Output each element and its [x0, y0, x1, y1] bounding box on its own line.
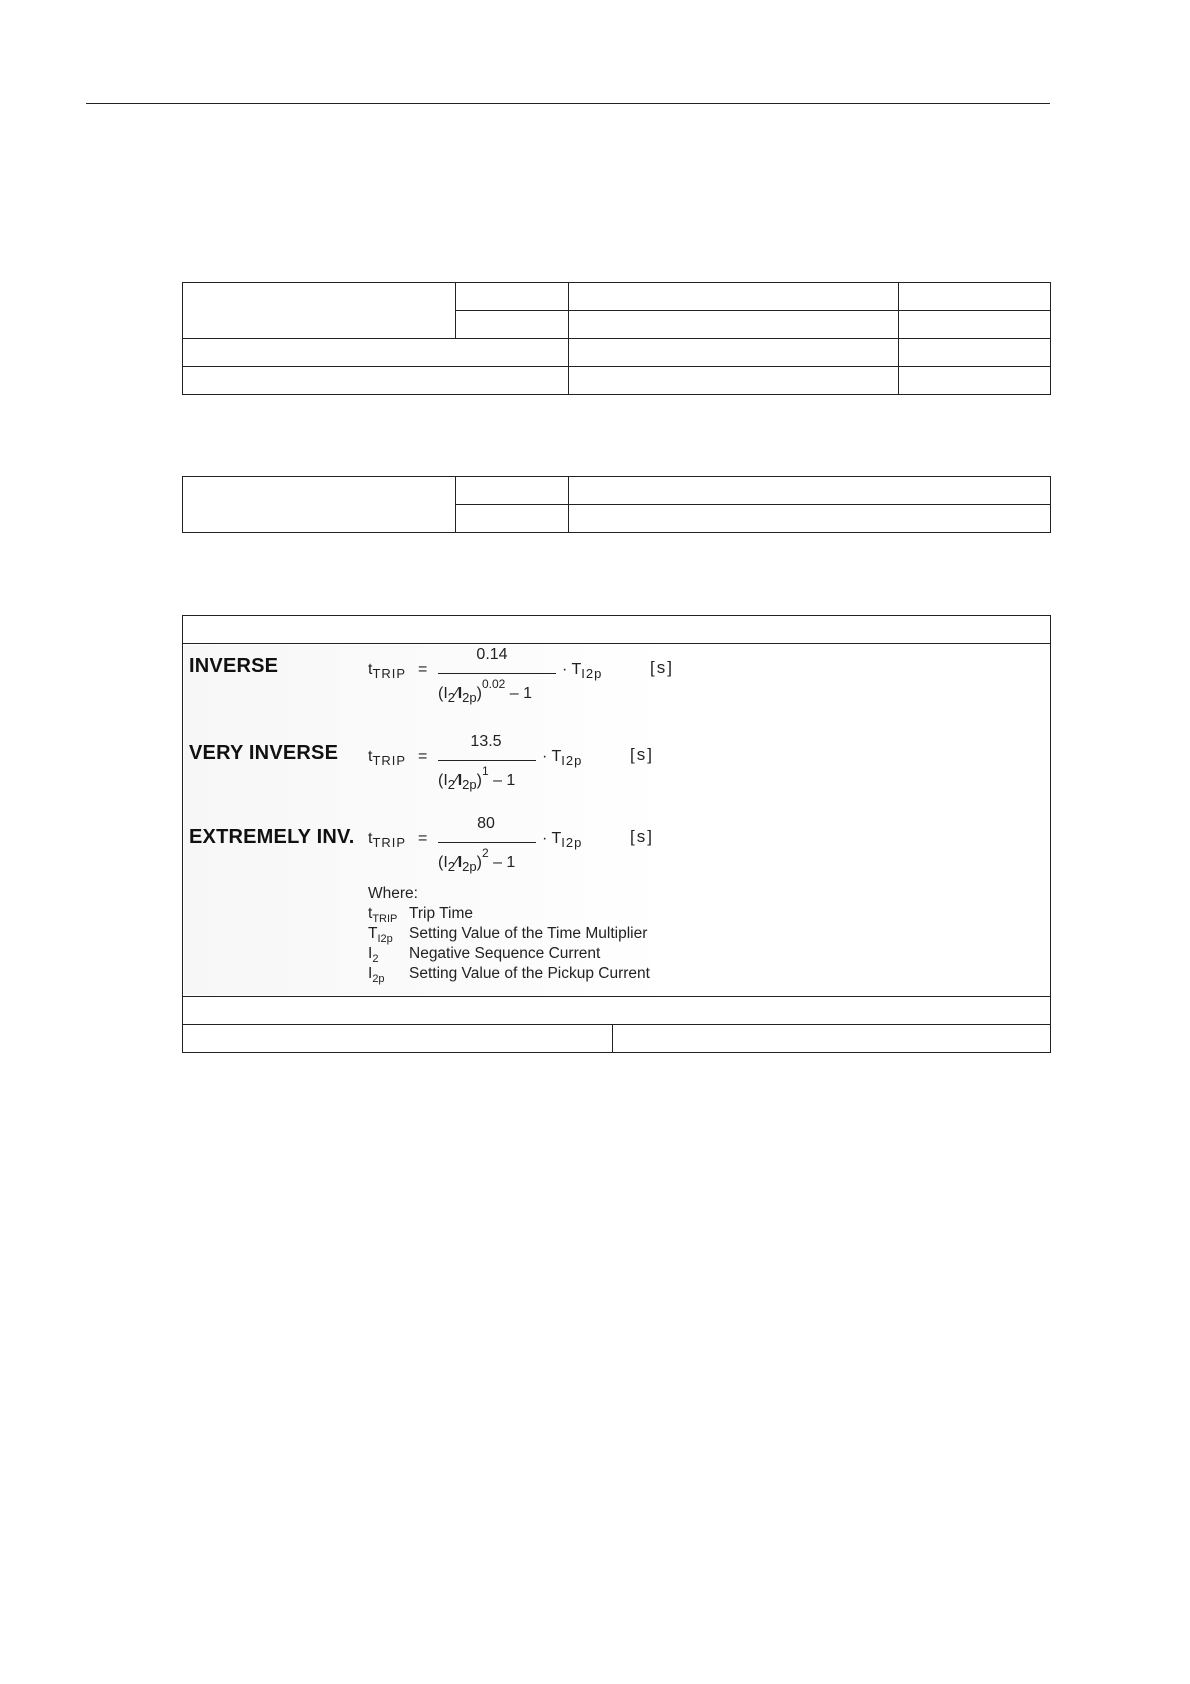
table-cell [183, 1025, 613, 1053]
formula-denominator: $(I_2∕I_{2p})^2 - 1$ [438, 846, 516, 874]
legend-symbol: $I_2$ [368, 945, 379, 965]
formula-unit: [s] [650, 658, 674, 677]
legend-symbol: $I_{2p}$ [368, 965, 385, 985]
table-cell [899, 339, 1051, 367]
table-row [183, 644, 1051, 997]
legend-description: Negative Sequence Current [409, 945, 601, 962]
header-rule [86, 103, 1050, 104]
table-row [183, 997, 1051, 1025]
legend-where: Where: [368, 885, 418, 902]
curve-name-very-inverse: VERY INVERSE [189, 742, 339, 764]
table-cell [183, 997, 1051, 1025]
table-cell [569, 339, 899, 367]
table-row [183, 367, 1051, 395]
equals-sign: = [418, 830, 428, 847]
table-cell [456, 311, 569, 339]
table-cell [183, 616, 1051, 644]
table-row [183, 283, 1051, 311]
legend-description: Setting Value of the Pickup Current [409, 965, 650, 982]
table-cell [613, 1025, 1051, 1053]
formula-lhs: $t_{TRIP}$ [368, 748, 407, 768]
table-row [183, 477, 1051, 505]
table-cell [899, 311, 1051, 339]
formula-figure [184, 645, 674, 995]
formula-numerator: 13.5 [470, 733, 502, 750]
settings-table-2 [182, 476, 1051, 533]
table-cell [456, 505, 569, 533]
formula-numerator: 0.14 [476, 646, 508, 663]
table-cell [456, 283, 569, 311]
formula-denominator: $(I_2∕I_{2p})^{0.02} - 1$ [438, 677, 532, 705]
table-cell [899, 283, 1051, 311]
fraction-bar [438, 842, 536, 843]
formula-numerator: 80 [477, 815, 495, 832]
table-row [183, 616, 1051, 644]
table-cell [183, 477, 456, 533]
fraction-bar [438, 673, 556, 674]
equals-sign: = [418, 661, 428, 678]
curve-name-inverse: INVERSE [189, 655, 279, 677]
fraction-bar [438, 760, 536, 761]
table-cell [569, 477, 1051, 505]
formula-lhs: $t_{TRIP}$ [368, 661, 407, 681]
equals-sign: = [418, 748, 428, 765]
table-cell [183, 367, 569, 395]
legend-symbol: $t_{TRIP}$ [368, 905, 398, 925]
settings-table-1 [182, 282, 1051, 395]
formula-multiplier: · $T_{I2p}$ [542, 748, 583, 768]
formula-denominator: $(I_2∕I_{2p})^1 - 1$ [438, 764, 516, 792]
table-cell [183, 283, 456, 339]
formula-multiplier: · $T_{I2p}$ [562, 661, 603, 681]
table-row [183, 339, 1051, 367]
table-cell [456, 477, 569, 505]
curve-name-extremely-inverse: EXTREMELY INV. [189, 826, 355, 848]
table-cell [569, 505, 1051, 533]
legend-description: Trip Time [409, 905, 474, 922]
table-row [183, 1025, 1051, 1053]
characteristic-table [182, 615, 1051, 1053]
legend-symbol: $T_{I2p}$ [368, 925, 393, 945]
legend-description: Setting Value of the Time Multiplier [409, 925, 648, 942]
table-cell [183, 339, 569, 367]
table-cell [569, 283, 899, 311]
formula-lhs: $t_{TRIP}$ [368, 830, 407, 850]
formula-unit: [s] [630, 827, 654, 846]
formula-multiplier: · $T_{I2p}$ [542, 830, 583, 850]
table-cell [569, 311, 899, 339]
table-cell [569, 367, 899, 395]
table-cell [899, 367, 1051, 395]
formula-cell [183, 644, 1051, 997]
formula-unit: [s] [630, 745, 654, 764]
